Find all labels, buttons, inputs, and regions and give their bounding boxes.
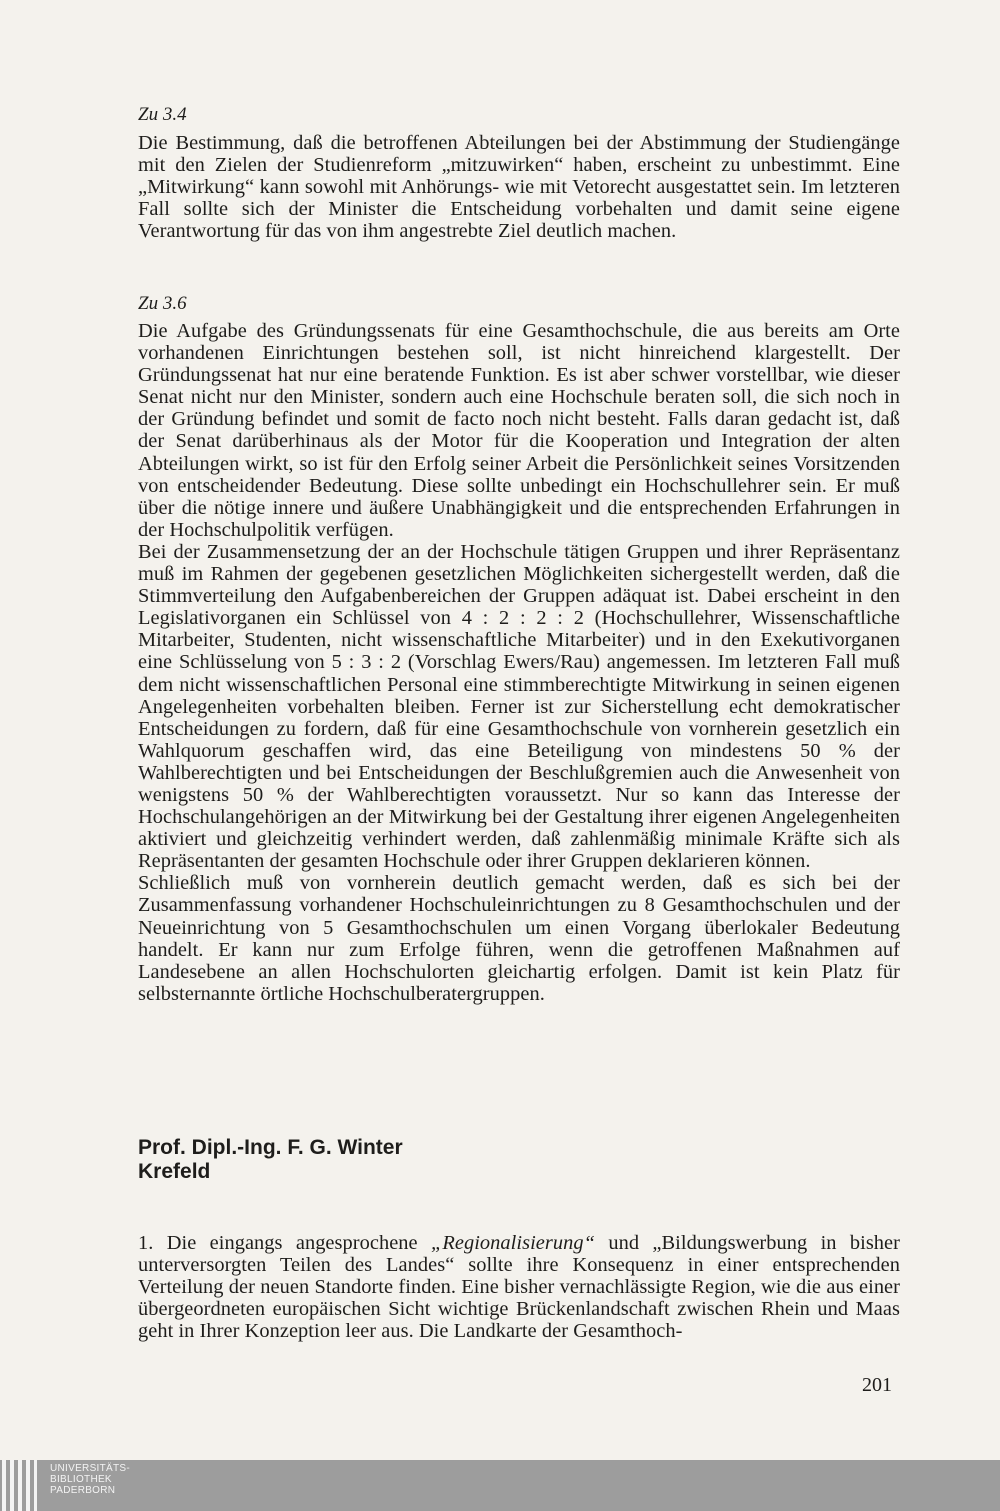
paragraph-text: Schließlich muß von vornherein deutlich gemacht werden, daß es sich bei der Zusammenfassung vorhandener Hochschuleinrichtungen zu 8 Gesamthochschulen und der Neueinrichtung von 5 Gesamthochschulen um einen Vorgang überlokaler Bedeutung handelt. Er kann nur zum Erfolge führen, wenn die getroffenen Maßnahmen auf Landesebene an allen Hochschulorten gleichartig erfolgen. Damit ist kein Platz für selbsternannte örtliche Hochschulberatergruppen. <box>138 872 900 1005</box>
body-paragraph <box>138 132 900 242</box>
library-line: UNIVERSITÄTS- <box>50 1463 131 1474</box>
paragraph-lead: 1. Die eingangs angesprochene <box>138 1232 431 1254</box>
library-line: PADERBORN <box>50 1485 116 1496</box>
paragraph-text: Bei der Zusammensetzung der an der Hochschule tätigen Gruppen und ihrer Repräsentanz muß im Rahmen der gegebenen gesetzlichen Möglichkeiten sichergestellt werden, daß die Stimmverteilung den Aufgabenbereichen der Gruppen adäquat ist. Dabei erscheint in den Legislativorganen ein Schlüssel von 4 : 2 : 2 : 2 (Hochschullehrer, Wissenschaftliche Mitarbeiter, Studenten, nicht wissenschaftliche Mitarbeiter) und in den Exekutivorganen eine Schlüsselung von 5 : 3 : 2 (Vorschlag Ewers/Rau) angemessen. Im letzteren Fall muß dem nicht wissenschaftlichen Personal eine stimmberechtigte Mitwirkung in seinen eigenen Angelegenheiten vorbehalten bleiben. Ferner ist zur Sicherstellung echt demokratischer Entscheidungen zu fordern, daß für eine Gesamthochschule von vornherein gesetzlich ein Wahlquorum geschaffen wird, das eine Beteiligung von mindestens 50 % der Wahlberechtigten und bei Entscheidungen der Beschlußgremien auch die Anwesenheit von wenigstens 50 % der Wahlberechtigten voraussetzt. Nur so kann das Interesse der Hochschulangehörigen an der Mitwirkung bei der Gestaltung ihrer eigenen Angelegenheiten aktiviert und gleichzeitig verhindert werden, daß zahlenmäßig minimale Kräfte sich als Repräsentanten der gesamten Hochschule oder ihrer Gruppen deklarieren können. <box>138 540 900 873</box>
paragraph-text: Die Bestimmung, daß die betroffenen Abteilungen bei der Abstimmung der Studiengänge mit den Zielen der Studienreform „mitzuwirken“ haben, erscheint zu unbestimmt. Eine „Mitwirkung“ kann sowohl mit Anhörungs- wie mit Vetorecht ausgestattet sein. Im letzteren Fall sollte sich der Minister die Entscheidung vorbehalten und damit seine eigene Verantwortung für das von ihm angestrebte Ziel deutlich machen. <box>138 132 900 243</box>
page-number: 201 <box>862 1374 892 1396</box>
library-footer <box>0 1460 1000 1511</box>
body-paragraph <box>138 1232 900 1342</box>
library-logo-icon <box>0 1460 48 1511</box>
paragraph-text: Die Aufgabe des Gründungssenats für eine Gesamthochschule, die aus bereits am Orte vorhandenen Einrichtungen bestehen soll, ist nicht hinreichend klargestellt. Der Gründungssenat hat nur eine beratende Funktion. Es ist aber schwer vorstellbar, wie dieser Senat nicht nur den Minister, sondern auch eine Hochschule beraten soll, die sich noch in der Gründung befindet und somit de facto noch nicht besteht. Falls daran gedacht ist, daß der Senat darüberhinaus als der Motor für die Kooperation und Integration der alten Abteilungen wirkt, so ist für den Erfolg seiner Arbeit die Persönlichkeit seines Vorsitzenden von entscheidender Bedeutung. Diese sollte unbedingt ein Hochschullehrer sein. Er muß über die nötige innere und äußere Unabhängigkeit und die entsprechenden Erfahrungen in der Hochschulpolitik verfügen. <box>138 320 900 541</box>
body-text <box>138 320 900 1005</box>
section-heading: Zu 3.6 <box>138 293 187 314</box>
section-3-6 <box>138 293 900 1005</box>
paragraph-text <box>138 1232 900 1342</box>
author-city: Krefeld <box>138 1160 211 1183</box>
section-3-4 <box>138 104 900 242</box>
author-name: Prof. Dipl.-Ing. F. G. Winter <box>138 1136 403 1159</box>
library-line: BIBLIOTHEK <box>50 1474 112 1485</box>
paragraph-rest: und „Bildungswerbung in bisher unterversorgten Teilen des Landes“ sollte ihre Konsequenz in einer entsprechenden Verteilung der neuen Standorte finden. Eine bisher vernachlässigte Region, wie die aus einer übergeordneten europäischen Sicht wichtige Brückenlandschaft zwischen Rhein und Maas geht in Ihrer Konzeption leer aus. Die Landkarte der Gesamthoch- <box>138 1232 900 1343</box>
section-1 <box>138 1232 900 1342</box>
emphasized-term: „Regionalisierung“ <box>430 1232 596 1254</box>
library-name <box>50 1463 130 1496</box>
author-block <box>138 1136 900 1184</box>
section-heading: Zu 3.4 <box>138 104 187 125</box>
